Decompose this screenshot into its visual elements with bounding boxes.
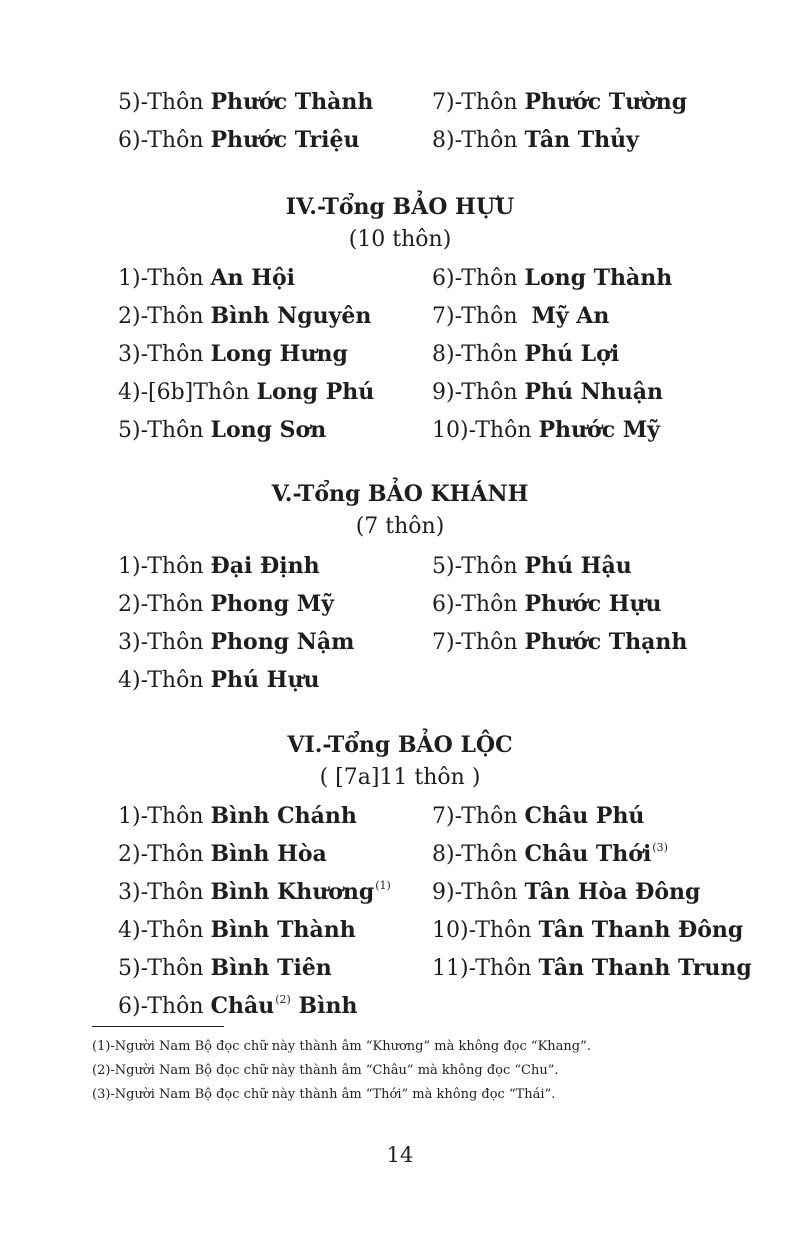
list-item: 4)-Thôn Phú Hựu [118,667,320,693]
section-title: IV.-Tổng BẢO HỰU [285,194,515,220]
footnote: (3)-Người Nam Bộ đọc chữ này thành âm “Thới” mà không đọc “Thái”. [92,1087,556,1102]
list-item: 4)-[6b]Thôn Long Phú [118,379,375,405]
list-item: 5)-Thôn Phước Thành [118,89,374,115]
list-item: 10)-Thôn Tân Thanh Đông [432,917,744,943]
section-title: V.-Tổng BẢO KHÁNH [271,481,529,507]
section-subtitle: (7 thôn) [355,514,445,539]
list-item: 8)-Thôn Châu Thới$^{(3)}$ [432,840,668,867]
list-item: 3)-Thôn Long Hưng [118,341,348,367]
footnote-marker: (1) [375,878,391,892]
list-item: 5)-Thôn Long Sơn [118,417,327,443]
footnote-marker: (3) [652,840,668,854]
list-item: 11)-Thôn Tân Thanh Trung [432,955,752,981]
list-item: 7)-Thôn Châu Phú [432,803,645,829]
list-item: 5)-Thôn Phú Hậu [432,553,632,579]
section-title: VI.-Tổng BẢO LỘC [287,732,513,758]
list-item: 10)-Thôn Phước Mỹ [432,417,660,443]
list-item: 1)-Thôn An Hội [118,265,296,291]
list-item: 2)-Thôn Phong Mỹ [118,591,334,617]
list-item: 7)-Thôn Mỹ An [432,303,610,329]
list-item: 8)-Thôn Phú Lợi [432,341,620,367]
list-item: 6)-Thôn Phước Hựu [432,591,662,617]
list-item: 6)-Thôn Long Thành [432,265,673,291]
list-item: 3)-Thôn Phong Nậm [118,629,355,655]
list-item: 1)-Thôn Bình Chánh [118,803,357,829]
list-item: 2)-Thôn Bình Hòa [118,841,327,867]
list-item: 1)-Thôn Đại Định [118,553,320,579]
list-item: 7)-Thôn Phước Tường [432,89,688,115]
list-item: 6)-Thôn Phước Triệu [118,127,360,153]
page-number: 14 [386,1143,414,1167]
section-subtitle: (10 thôn) [348,227,452,252]
footnote-divider [92,1026,224,1027]
footnote: (1)-Người Nam Bộ đọc chữ này thành âm “Khương” mà không đọc “Khang”. [92,1039,591,1054]
list-item: 3)-Thôn Bình Khương$^{(1)}$ [118,878,391,905]
list-item: 9)-Thôn Tân Hòa Đông [432,879,701,905]
list-item: 2)-Thôn Bình Nguyên [118,303,372,329]
section-subtitle: ( [7a]11 thôn ) [319,765,481,790]
list-item: 5)-Thôn Bình Tiên [118,955,332,981]
list-item: 4)-Thôn Bình Thành [118,917,356,943]
list-item: 8)-Thôn Tân Thủy [432,127,639,153]
footnote-marker: (2) [275,992,291,1006]
list-item: 9)-Thôn Phú Nhuận [432,379,664,405]
list-item: 7)-Thôn Phước Thạnh [432,629,688,655]
footnote: (2)-Người Nam Bộ đọc chữ này thành âm “Châu” mà không đọc “Chu”. [92,1063,559,1078]
list-item: 6)-Thôn Châu$^{(2)}$ Bình [118,992,358,1019]
